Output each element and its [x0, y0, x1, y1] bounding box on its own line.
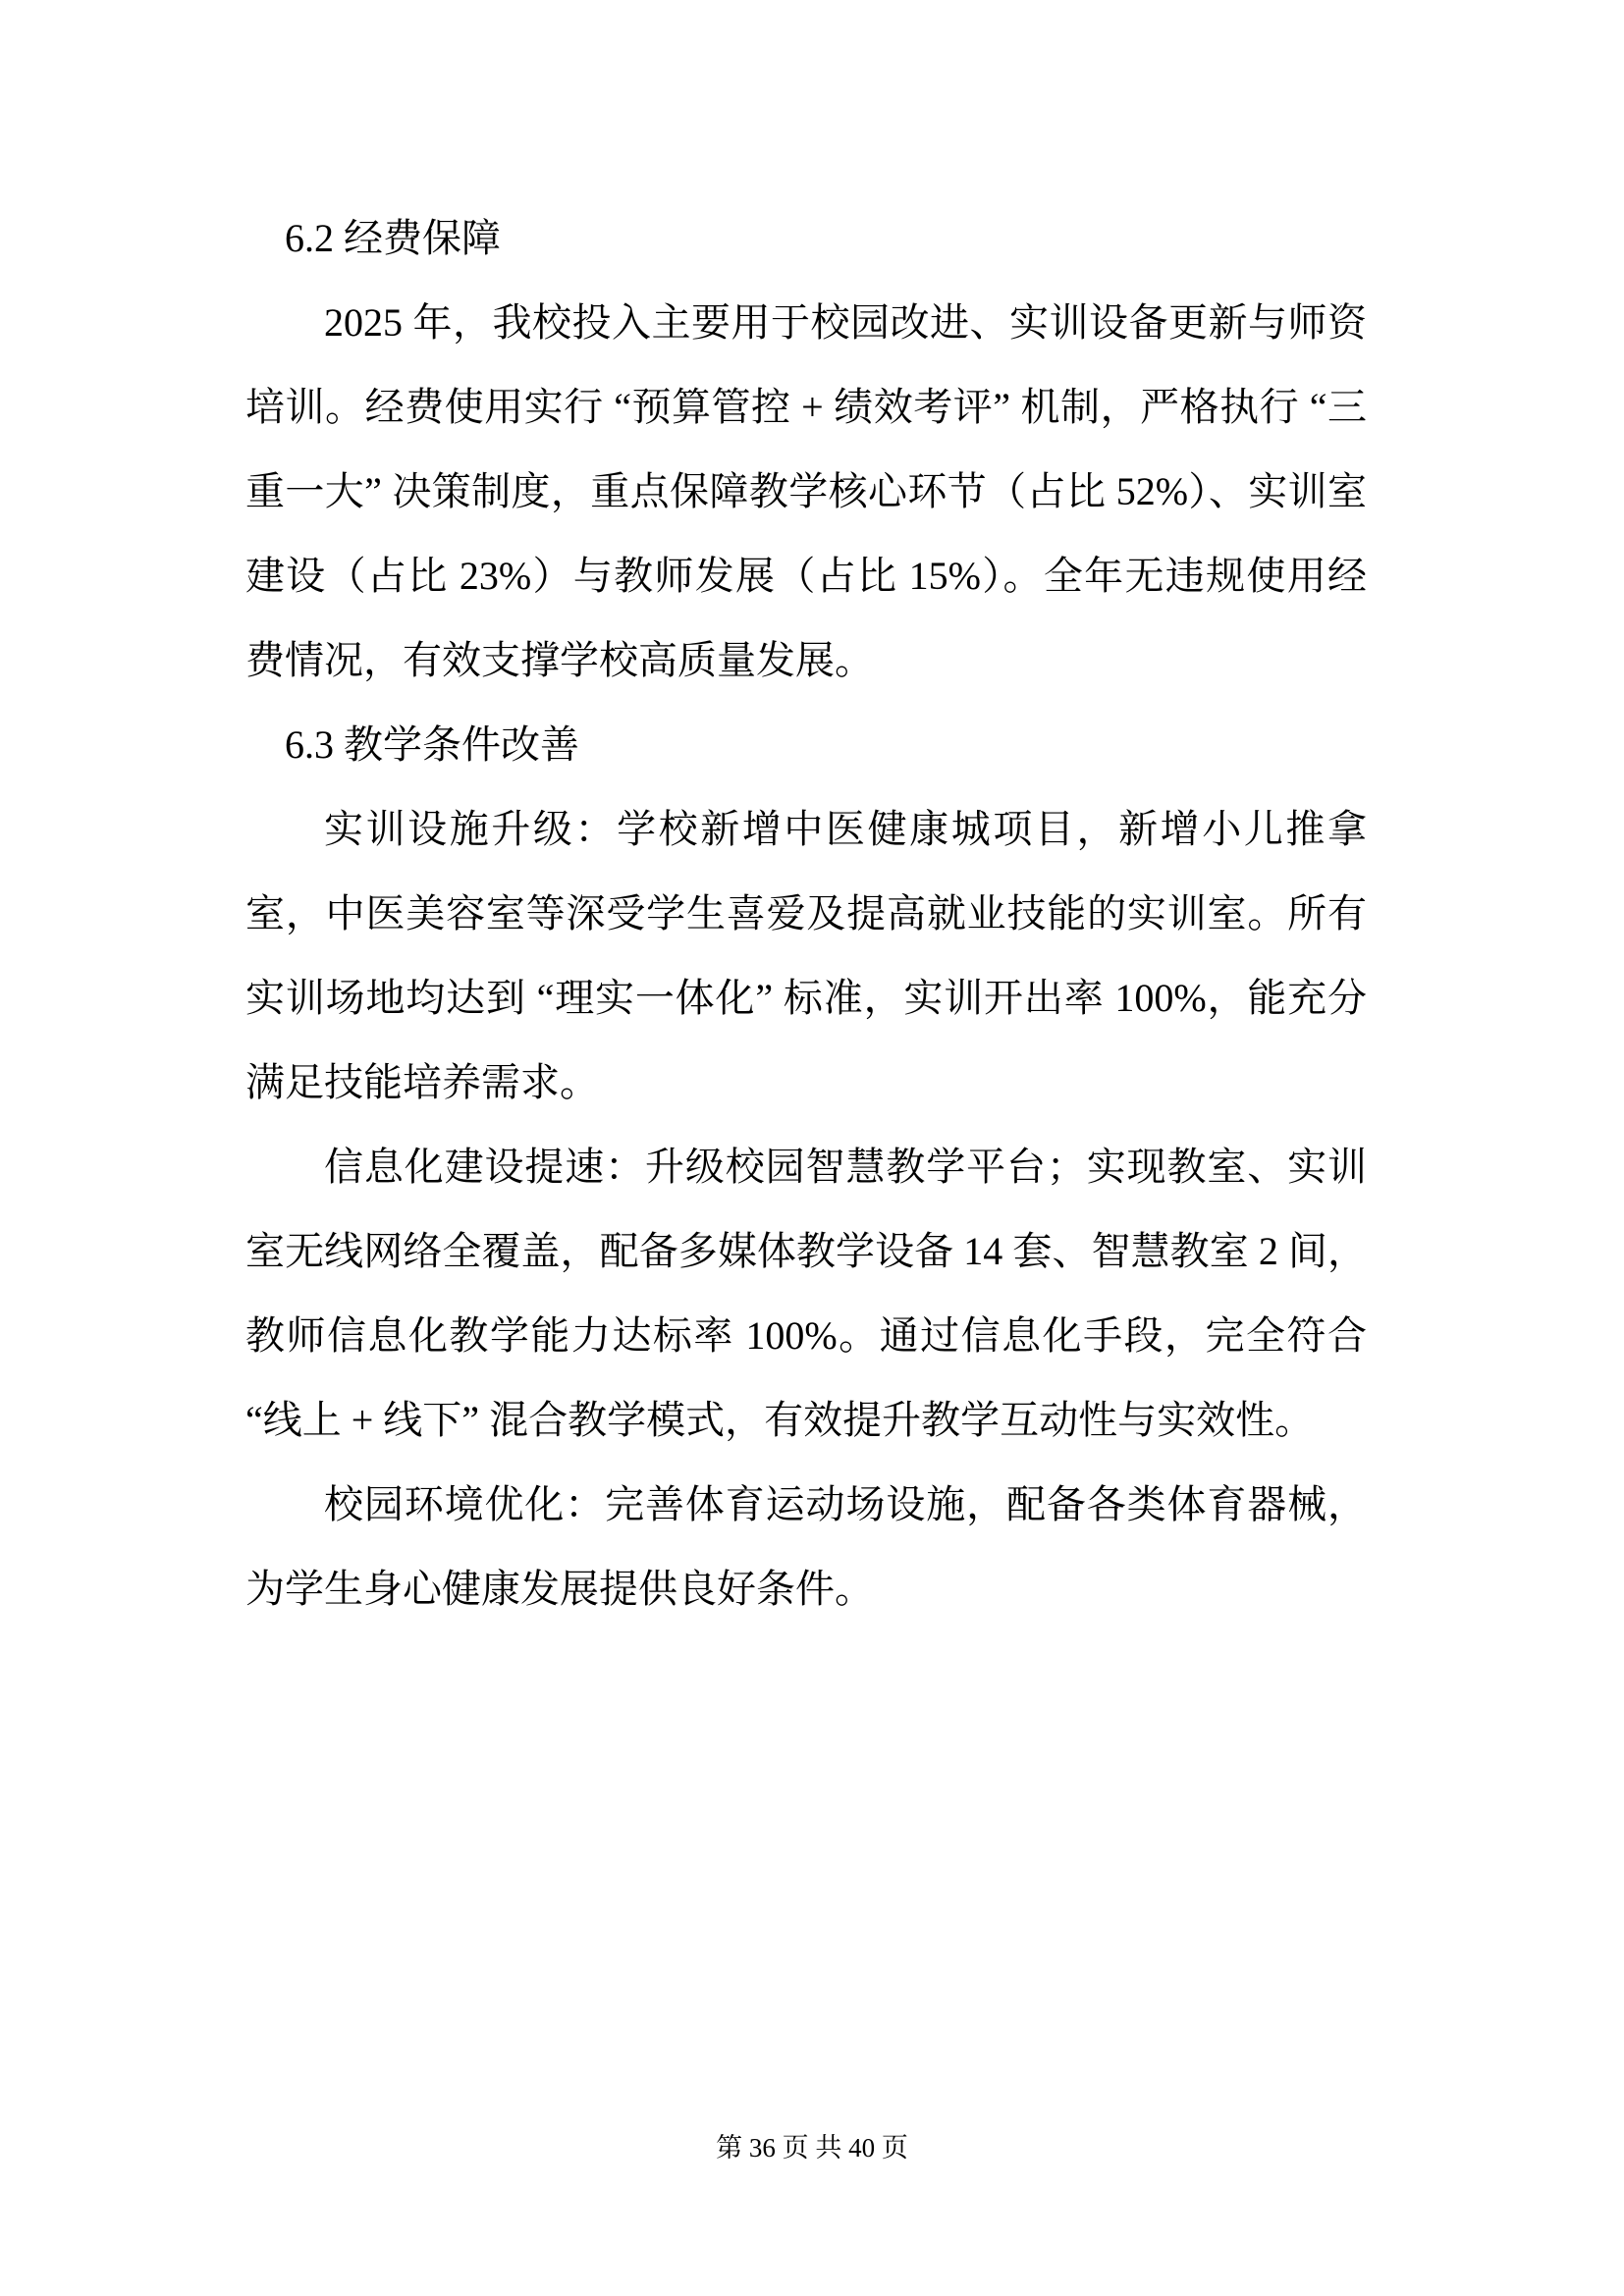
paragraph-training-facility-upgrade: 实训设施升级：学校新增中医健康城项目，新增小儿推拿室，中医美容室等深受学生喜爱及提高就业技能的实训室。所有实训场地均达到 “理实一体化” 标准，实训开出率 100%，能充分满足技能培养需求。	[245, 807, 1367, 1104]
document-body	[245, 196, 1367, 1631]
paragraph-campus-environment-optimization: 校园环境优化：完善体育运动场设施，配备各类体育器械，为学生身心健康发展提供良好条件。	[245, 1482, 1367, 1611]
section-heading-6-3-teaching-conditions: 6.3 教学条件改善	[285, 722, 579, 767]
page-footer	[0, 2128, 1624, 2167]
paragraph-funding-usage: 2025 年，我校投入主要用于校园改进、实训设备更新与师资培训。经费使用实行 “预算管控 + 绩效考评” 机制，严格执行 “三重一大” 决策制度，重点保障教学核心环节（占比 52%）、实训室建设（占比 23%）与教师发展（占比 15%）。全年无违规使用经费情况，有效支撑学校高质量发展。	[245, 300, 1367, 682]
paragraph-informatization-construction: 信息化建设提速：升级校园智慧教学平台；实现教室、实训室无线网络全覆盖，配备多媒体教学设备 14 套、智慧教室 2 间，教师信息化教学能力达标率 100%。通过信息化手段，完全符合 “线上 + 线下” 混合教学模式，有效提升教学互动性与实效性。	[245, 1145, 1367, 1442]
section-heading-6-2-funding-guarantee: 6.2 经费保障	[285, 216, 501, 260]
page-number-indicator: 第 36 页 共 40 页	[716, 2133, 908, 2163]
